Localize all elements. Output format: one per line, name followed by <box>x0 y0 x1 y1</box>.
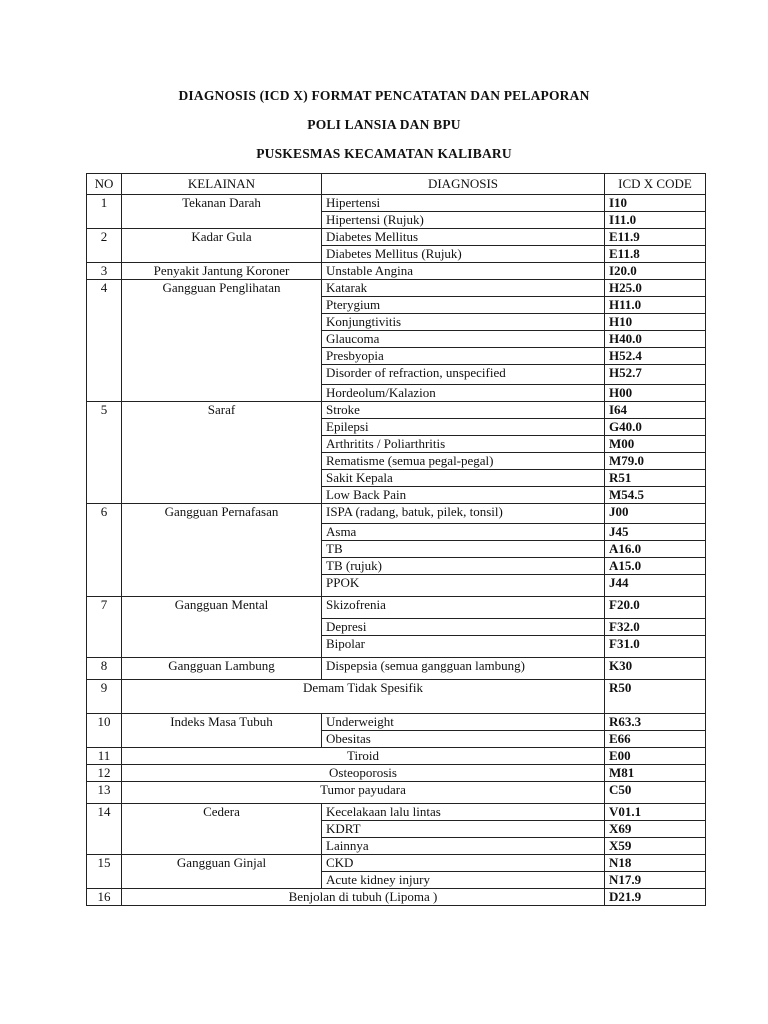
icd-code-cell: R50 <box>605 680 706 714</box>
diagnosis-cell: Acute kidney injury <box>322 872 605 889</box>
icd-table <box>86 173 706 906</box>
diagnosis-cell: TB <box>322 541 605 558</box>
kelainan-cell: Gangguan Penglihatan <box>122 280 322 402</box>
diagnosis-cell: Tiroid <box>122 748 605 765</box>
kelainan-cell: Saraf <box>122 402 322 504</box>
kelainan-cell: Gangguan Lambung <box>122 658 322 680</box>
table-body <box>87 195 706 906</box>
row-number: 12 <box>87 765 122 782</box>
table-row <box>87 889 706 906</box>
table-row <box>87 263 706 280</box>
icd-code-cell: J00 <box>605 504 706 524</box>
icd-code-cell: J44 <box>605 575 706 597</box>
row-number: 5 <box>87 402 122 504</box>
diagnosis-cell: Sakit Kepala <box>322 470 605 487</box>
row-number: 6 <box>87 504 122 597</box>
icd-code-cell: A16.0 <box>605 541 706 558</box>
kelainan-cell: Tekanan Darah <box>122 195 322 229</box>
table-row <box>87 402 706 419</box>
diagnosis-cell: Demam Tidak Spesifik <box>122 680 605 714</box>
diagnosis-cell: Osteoporosis <box>122 765 605 782</box>
diagnosis-cell: PPOK <box>322 575 605 597</box>
diagnosis-cell: Katarak <box>322 280 605 297</box>
table-row <box>87 658 706 680</box>
icd-code-cell: H40.0 <box>605 331 706 348</box>
table-row <box>87 748 706 765</box>
header-kelainan: KELAINAN <box>122 174 322 195</box>
table-row <box>87 504 706 524</box>
icd-code-cell: E11.9 <box>605 229 706 246</box>
icd-code-cell: X69 <box>605 821 706 838</box>
icd-code-cell: F31.0 <box>605 636 706 658</box>
diagnosis-cell: Benjolan di tubuh (Lipoma ) <box>122 889 605 906</box>
diagnosis-cell: KDRT <box>322 821 605 838</box>
kelainan-cell: Indeks Masa Tubuh <box>122 714 322 748</box>
icd-code-cell: C50 <box>605 782 706 804</box>
row-number: 9 <box>87 680 122 714</box>
table-row <box>87 714 706 731</box>
diagnosis-cell: Konjungtivitis <box>322 314 605 331</box>
diagnosis-cell: Asma <box>322 524 605 541</box>
document-institution: PUSKESMAS KECAMATAN KALIBARU <box>256 146 512 161</box>
document-title: DIAGNOSIS (ICD X) FORMAT PENCATATAN DAN PELAPORAN <box>178 88 590 103</box>
icd-code-cell: M79.0 <box>605 453 706 470</box>
row-number: 4 <box>87 280 122 402</box>
row-number: 11 <box>87 748 122 765</box>
header-no: NO <box>87 174 122 195</box>
table-row <box>87 680 706 714</box>
diagnosis-cell: Epilepsi <box>322 419 605 436</box>
icd-code-cell: E00 <box>605 748 706 765</box>
header-row <box>87 174 706 195</box>
document-subtitle: POLI LANSIA DAN BPU <box>307 117 461 132</box>
table-row <box>87 782 706 804</box>
row-number: 13 <box>87 782 122 804</box>
row-number: 16 <box>87 889 122 906</box>
icd-code-cell: N17.9 <box>605 872 706 889</box>
diagnosis-cell: Low Back Pain <box>322 487 605 504</box>
diagnosis-cell: Unstable Angina <box>322 263 605 280</box>
kelainan-cell: Gangguan Pernafasan <box>122 504 322 597</box>
diagnosis-cell: Hipertensi (Rujuk) <box>322 212 605 229</box>
icd-code-cell: H11.0 <box>605 297 706 314</box>
kelainan-cell: Kadar Gula <box>122 229 322 263</box>
icd-code-cell: I20.0 <box>605 263 706 280</box>
diagnosis-cell: Hipertensi <box>322 195 605 212</box>
diagnosis-cell: Lainnya <box>322 838 605 855</box>
kelainan-cell: Gangguan Mental <box>122 597 322 658</box>
table-row <box>87 195 706 212</box>
diagnosis-cell: Depresi <box>322 619 605 636</box>
kelainan-cell: Gangguan Ginjal <box>122 855 322 889</box>
icd-code-cell: N18 <box>605 855 706 872</box>
icd-code-cell: F32.0 <box>605 619 706 636</box>
kelainan-cell: Penyakit Jantung Koroner <box>122 263 322 280</box>
icd-code-cell: H25.0 <box>605 280 706 297</box>
header-icd-code: ICD X CODE <box>605 174 706 195</box>
icd-code-cell: R51 <box>605 470 706 487</box>
diagnosis-cell: Hordeolum/Kalazion <box>322 385 605 402</box>
icd-code-cell: M00 <box>605 436 706 453</box>
icd-code-cell: M81 <box>605 765 706 782</box>
table-row <box>87 597 706 619</box>
icd-code-cell: G40.0 <box>605 419 706 436</box>
table-row <box>87 765 706 782</box>
table-row <box>87 804 706 821</box>
diagnosis-cell: Obesitas <box>322 731 605 748</box>
icd-code-cell: E66 <box>605 731 706 748</box>
header-diagnosis: DIAGNOSIS <box>322 174 605 195</box>
row-number: 1 <box>87 195 122 229</box>
icd-code-cell: V01.1 <box>605 804 706 821</box>
icd-code-cell: A15.0 <box>605 558 706 575</box>
diagnosis-cell: TB (rujuk) <box>322 558 605 575</box>
table-row <box>87 855 706 872</box>
icd-code-cell: D21.9 <box>605 889 706 906</box>
diagnosis-cell: Bipolar <box>322 636 605 658</box>
row-number: 2 <box>87 229 122 263</box>
icd-code-cell: J45 <box>605 524 706 541</box>
diagnosis-cell: Skizofrenia <box>322 597 605 619</box>
row-number: 14 <box>87 804 122 855</box>
diagnosis-cell: Diabetes Mellitus <box>322 229 605 246</box>
icd-code-cell: X59 <box>605 838 706 855</box>
diagnosis-cell: Disorder of refraction, unspecified <box>322 365 605 385</box>
icd-code-cell: I11.0 <box>605 212 706 229</box>
diagnosis-cell: Pterygium <box>322 297 605 314</box>
row-number: 3 <box>87 263 122 280</box>
table-row <box>87 280 706 297</box>
icd-code-cell: M54.5 <box>605 487 706 504</box>
icd-code-cell: I10 <box>605 195 706 212</box>
diagnosis-cell: Glaucoma <box>322 331 605 348</box>
row-number: 8 <box>87 658 122 680</box>
diagnosis-cell: Kecelakaan lalu lintas <box>322 804 605 821</box>
icd-code-cell: H00 <box>605 385 706 402</box>
diagnosis-cell: Presbyopia <box>322 348 605 365</box>
diagnosis-cell: Tumor payudara <box>122 782 605 804</box>
row-number: 10 <box>87 714 122 748</box>
diagnosis-cell: Dispepsia (semua gangguan lambung) <box>322 658 605 680</box>
icd-code-cell: H10 <box>605 314 706 331</box>
diagnosis-cell: ISPA (radang, batuk, pilek, tonsil) <box>322 504 605 524</box>
diagnosis-cell: CKD <box>322 855 605 872</box>
kelainan-cell: Cedera <box>122 804 322 855</box>
table-row <box>87 229 706 246</box>
diagnosis-cell: Stroke <box>322 402 605 419</box>
diagnosis-cell: Arthritits / Poliarthritis <box>322 436 605 453</box>
icd-code-cell: H52.4 <box>605 348 706 365</box>
icd-code-cell: E11.8 <box>605 246 706 263</box>
diagnosis-cell: Underweight <box>322 714 605 731</box>
icd-code-cell: R63.3 <box>605 714 706 731</box>
icd-code-cell: K30 <box>605 658 706 680</box>
icd-code-cell: H52.7 <box>605 365 706 385</box>
diagnosis-cell: Rematisme (semua pegal-pegal) <box>322 453 605 470</box>
diagnosis-cell: Diabetes Mellitus (Rujuk) <box>322 246 605 263</box>
icd-code-cell: F20.0 <box>605 597 706 619</box>
row-number: 15 <box>87 855 122 889</box>
icd-code-cell: I64 <box>605 402 706 419</box>
row-number: 7 <box>87 597 122 658</box>
